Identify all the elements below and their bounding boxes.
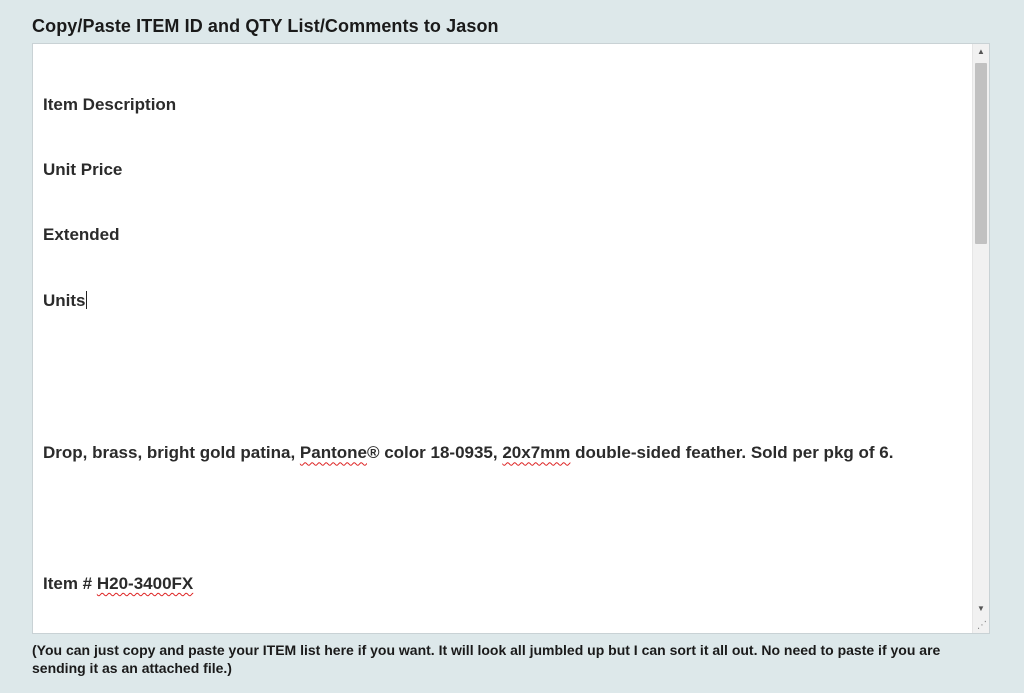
header-unit-price: Unit Price [43,159,123,179]
text-caret [86,291,87,309]
scrollbar-thumb[interactable] [975,63,987,244]
header-item-description: Item Description [43,94,177,114]
comments-textarea[interactable] [32,43,990,634]
textarea-text[interactable] [43,50,968,634]
scroll-down-arrow-icon[interactable]: ▼ [977,604,985,613]
item-1-description: Drop, brass, bright gold patina, Pantone® color 18-0935, 20x7mm double-sided feather. Sold per pkg of 6. [43,443,894,463]
header-extended: Extended [43,225,120,245]
item-1-id: Item # H20-3400FX [43,574,194,594]
help-text: (You can just copy and paste your ITEM list here if you want. It will look all jumbled up but I can sort it all out. No need to paste if you are sending it as an attached file.) [32,642,941,676]
header-units: Units [43,290,86,310]
comments-field-label: Copy/Paste ITEM ID and QTY List/Comments to Jason [32,16,499,36]
scroll-up-arrow-icon[interactable]: ▲ [977,47,985,56]
textarea-scrollbar[interactable] [972,44,989,633]
resize-grip-icon[interactable]: ⋰ [977,620,987,631]
